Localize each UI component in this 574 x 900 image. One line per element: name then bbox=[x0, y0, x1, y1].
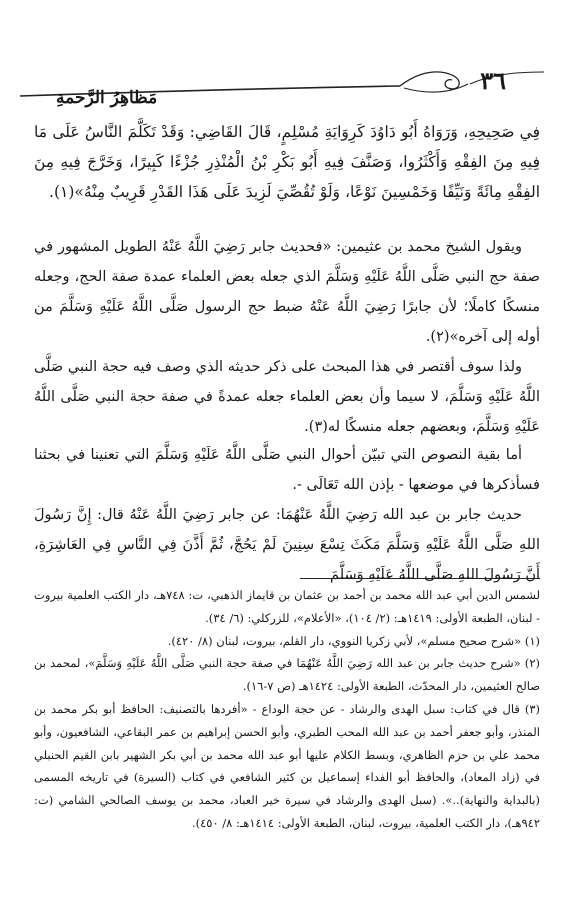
footnote-separator bbox=[300, 578, 540, 579]
footnote-1: (١) «شرح صحيح مسلم»، لأبي زكريا النووي، دار القلم، بيروت، لبنان (٨/ ٤٢٠). bbox=[167, 633, 540, 648]
page-header bbox=[18, 62, 546, 108]
footnote-carryover: لشمس الدين أبي عبد الله محمد بن أحمد بن عثمان بن قايماز الذهبي، ت: ٧٤٨هـ، دار الكتب العلمية بيروت - لبنان، الطبعة الأولى: ١٤١٩هـ: (٢/ ١٠٤)، «الأعلام»، للزركلي: (٦/ ٣٤). bbox=[34, 588, 540, 625]
footnote-3: (٣) قال في كتاب: سبل الهدى والرشاد - عن حجة الوداع - «أفردها بالتصنيف: الحافظ أبو بكر محمد بن المنذر، وأبو جعفر أحمد بن عبد الله المحب الطبري، وأبو الحسن إبراهيم بن عمر البقاعي، الشافعيون، وأبو محمد علي بن حزم الظاهري، وبسط الكلام عليها أبو عبد الله محمد بن أبي بكر الشهير بابن القيم الحنبلي في (زاد المعاد)، والحافظ أبو الفداء إسماعيل بن كثير الشافعي في كتاب (السيرة) في تاريخه المسمى (بالبداية والنهاية)..». (سبل الهدى والرشاد في سيرة خير العباد، محمد بن يوسف الصالحي الشامي (ت: ٩٤٢هـ)، دار الكتب العلمية، بيروت، لبنان، الطبعة الأولى: ١٤١٤هـ: ٨/ ٤٥٠). bbox=[34, 701, 540, 830]
body-text-2 bbox=[34, 232, 540, 352]
body-text-4 bbox=[34, 440, 540, 500]
body-text-5 bbox=[34, 500, 540, 590]
paragraph-remaining-texts: أما بقية النصوص التي تبيّن أحوال النبي صَلَّى اللَّهُ عَلَيْهِ وَسَلَّمَ التي تعنينا في بحثنا فسأذكرها في موضعها - بإذن الله تَعَالَى -. bbox=[34, 447, 540, 493]
quoted-paragraph: فِي صَحِيحِهِ، وَرَوَاهُ أَبُو دَاوُدَ كَرِوَايَةِ مُسْلِمٍ، قَالَ القَاضِي: وَقَدْ تَكَلَّمَ النَّاسُ عَلَى مَا فِيهِ مِنَ الفِقْهِ وَأَكْثَرُوا، وَصَنَّفَ فِيهِ أَبُو بَكْرِ بْنُ الْمُنْذِرِ جُزْءًا كَبِيرًا، وَخَرَّجَ فِيهِ مِنَ الفِقْهِ مِائَةً وَنَيِّفًا وَخَمْسِينَ نَوْعًا، وَلَوْ تُقُصِّيَ لَزِيدَ عَلَى هَذَا القَدْرِ قَرِيبٌ مِنْهُ»(١). bbox=[34, 123, 540, 201]
paragraph-hadith-jabir: حديث جابر بن عبد الله رَضِيَ اللَّهُ عَنْهُمَا: عن جابر رَضِيَ اللَّهُ عَنْهُ قال: إِنَّ رَسُولَ اللهِ صَلَّى اللَّهُ عَلَيْهِ وَسَلَّمَ مَكَثَ تِسْعَ سِنِينَ لَمْ يَحُجَّ، ثُمَّ أَذَّنَ فِي النَّاسِ فِي العَاشِرَةِ، أَنَّ رَسُولَ اللهِ صَلَّى اللَّهُ عَلَيْهِ وَسَلَّمَ bbox=[34, 507, 540, 583]
footnotes bbox=[34, 584, 540, 835]
running-title: مَظاهِرُ الرَّحمةِ bbox=[56, 88, 158, 108]
page-number: ٣٦ bbox=[480, 66, 506, 95]
paragraph-scope: ولذا سوف أقتصر في هذا المبحث على ذكر حديثه الذي وصف فيه حجة النبي صَلَّى اللَّهُ عَلَيْهِ وَسَلَّمَ، لا سيما وأن بعض العلماء جعله عمدةً في صفة حجة النبي صَلَّى اللَّهُ عَلَيْهِ وَسَلَّمَ، وبعضهم جعله منسكًا له(٣). bbox=[34, 359, 540, 435]
body-text bbox=[34, 117, 540, 207]
paragraph-ibn-uthaymin: ويقول الشيخ محمد بن عثيمين: «فحديث جابر رَضِيَ اللَّهُ عَنْهُ الطويل المشهور في صفة حج النبي صَلَّى اللَّهُ عَلَيْهِ وَسَلَّمَ الذي جعله بعض العلماء عمدة صفة الحج، وجعله منسكًا كاملًا؛ لأن جابرًا رَضِيَ اللَّهُ عَنْهُ ضبط حج الرسول صَلَّى اللَّهُ عَلَيْهِ وَسَلَّمَ من أوله إلى آخره»(٢). bbox=[34, 239, 540, 345]
footnote-2: (٢) «شرح حديث جابر بن عبد الله رَضِيَ اللَّهُ عَنْهُمَا في صفة حجة النبي صَلَّى اللَّهُ عَلَيْهِ وَسَلَّمَ»، لمحمد بن صالح العثيمين، دار المحدّث، الطبعة الأولى: ١٤٢٤هـ (ص ٧-١٦). bbox=[34, 656, 540, 694]
body-text-3 bbox=[34, 352, 540, 442]
